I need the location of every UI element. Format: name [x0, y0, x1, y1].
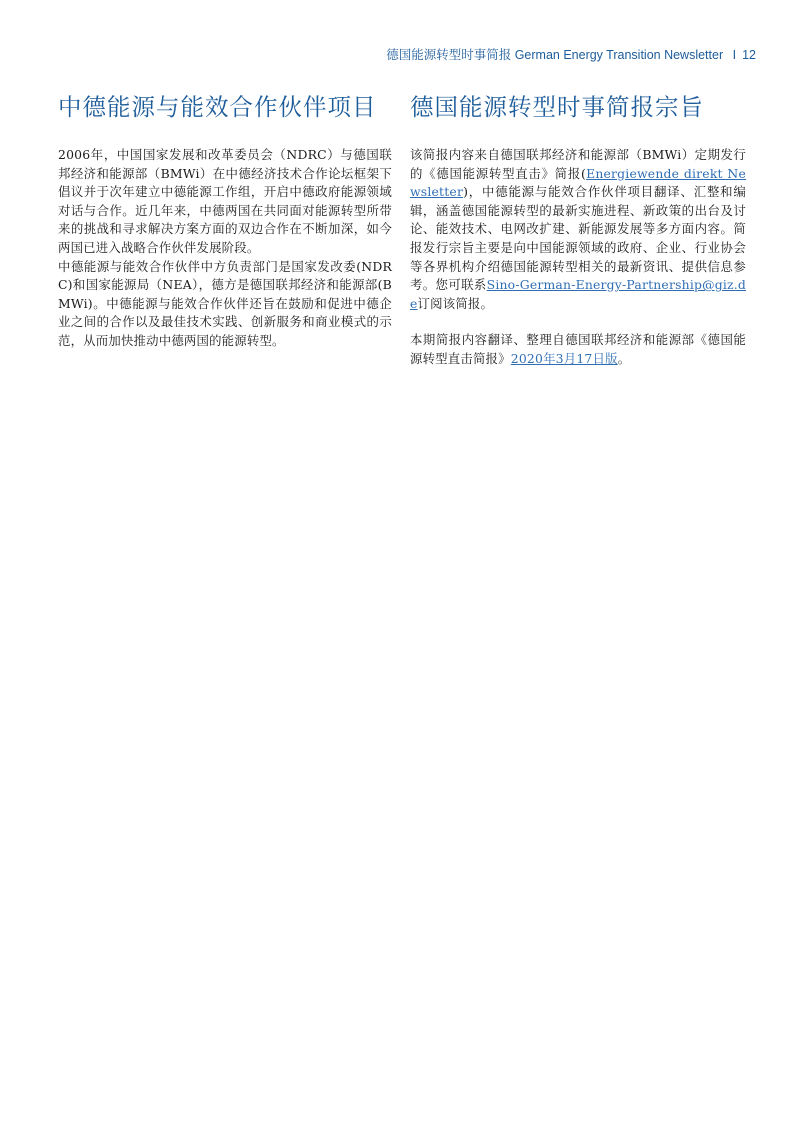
- energiewende-direkt-link[interactable]: Energiewende direkt Newsletter: [410, 165, 747, 200]
- header-title-cn: 德国能源转型时事简报: [386, 48, 512, 62]
- partnership-heading: 中德能源与能效合作伙伴项目: [58, 93, 377, 121]
- source-text-a: 本期简报内容翻译、整理自德国联邦经济和能源部《德国能源转型直击简报》: [410, 332, 746, 366]
- source-text-b: 。: [617, 350, 631, 366]
- running-header: [386, 45, 756, 63]
- page-number: 12: [742, 48, 756, 62]
- source-edition-link[interactable]: 2020年3月17日版: [510, 350, 618, 366]
- right-column: [410, 88, 746, 369]
- newsletter-purpose-paragraph: [410, 146, 746, 313]
- purpose-text-b: )，中德能源与能效合作伙伴项目翻译、汇整和编辑，涵盖德国能源转型的最新实施进程、新政策的出台及讨论、能效技术、电网改扩建、新能源发展等多方面内容。简报发行宗旨主要是向中国能源领域的政府、企业、行业协会等各界机构介绍德国能源转型相关的最新资讯、提供信息参考。您可联系: [410, 184, 746, 293]
- email-link[interactable]: Sino-German-Energy-Partnership@giz.de: [410, 277, 746, 311]
- purpose-text-a: 该简报内容来自德国联邦经济和能源部（BMWi）定期发行的《德国能源转型直击》简报(: [410, 147, 746, 181]
- header-title-en: German Energy Transition Newsletter: [514, 48, 724, 62]
- purpose-text-c: 订阅该简报。: [417, 295, 494, 311]
- newsletter-purpose-heading: 德国能源转型时事简报宗旨: [410, 93, 704, 121]
- header-separator: I: [732, 48, 737, 62]
- left-column: [58, 88, 392, 351]
- source-paragraph: [410, 331, 746, 368]
- partnership-paragraph-1: 2006年，中国国家发展和改革委员会（NDRC）与德国联邦经济和能源部（BMWi）在中德经济技术合作论坛框架下倡议并于次年建立中德能源工作组，开启中德政府能源领域对话与合作。近几年来，中德两国在共同面对能源转型所带来的挑战和寻求解决方案方面的双边合作在不断加深，如今两国已进入战略合作伙伴发展阶段。: [58, 147, 392, 255]
- partnership-paragraph-2: 中德能源与能效合作伙伴中方负责部门是国家发改委(NDRC)和国家能源局（NEA），德方是德国联邦经济和能源部(BMWi)。中德能源与能效合作伙伴还旨在鼓励和促进中德企业之间的合作以及最佳技术实践、创新服务和商业模式的示范，从而加快推动中德两国的能源转型。: [58, 258, 392, 348]
